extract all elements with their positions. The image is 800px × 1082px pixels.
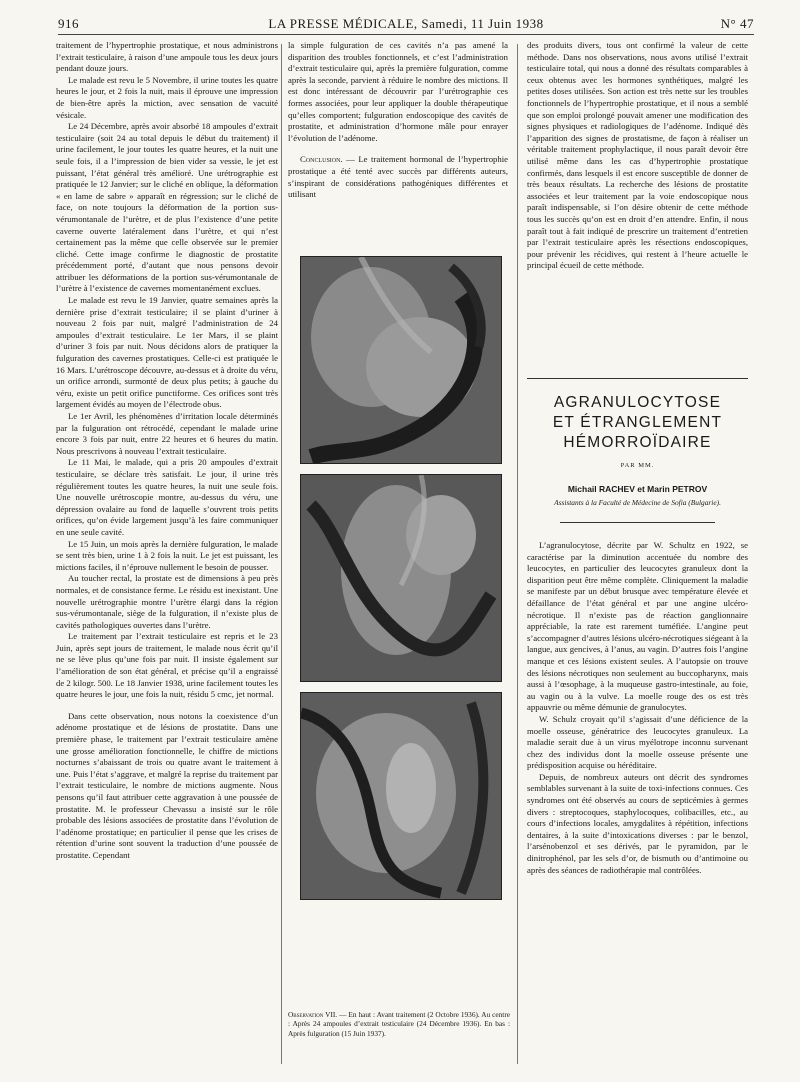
article-title: [527, 393, 748, 453]
conclusion-text: — Le traitement hormonal de l’hypertrophie prostatique a été tenté avec succès par différents auteurs, s’inspirant de considérations pathogéniques différentes et utilisant: [288, 154, 508, 200]
paragraph: Le traitement par l’extrait testiculaire est repris et le 23 Juin, après sept jours de traitement, le malade nous écrit qu’il ne se lève plus qu’une fois par nuit. Il insiste également sur l’amélioration de son état général, et précise qu’il a engraissé de 2 kilogr. 500. Le 18 Janvier 1938, urine facilement toutes les quatre heures le jour, une fois la nuit, résidu 5 cmc, jet normal.: [56, 631, 278, 700]
article-separator: [527, 378, 748, 379]
authors-separator: [560, 522, 715, 523]
caption-text: — En haut : Avant traitement (2 Octobre 1936). Au centre : Après 24 ampoules d’extrait testiculaire (24 Décembre 1936). En bas : Après fulguration (15 Juin 1937).: [288, 1010, 511, 1038]
page-number: 916: [58, 16, 79, 31]
conclusion-label: Conclusion.: [300, 154, 343, 165]
figure-caption: [288, 1010, 510, 1038]
paragraph: traitement de l’hypertrophie prostatique, et nous administrons l’extrait testiculaire, à raison d’une ampoule tous les deux jours pendant douze jours.: [56, 40, 278, 74]
paragraph: Le 24 Décembre, après avoir absorbé 18 ampoules d’extrait testiculaire (soit 24 au total depuis le début du traitement) il urine facilement, le jour toutes les quatre heures, et la nuit une seule fois, il a l’impression de bien vider sa vessie, le jet est puissant, l’état général très amélioré. Une urétrographie est pratiquée le 12 Janvier; sur le cliché en oblique, la déformation « en lame de sabre » apparaît en régression; sur le cliché de face, on note toujours la déformation de la portion sus-vérumontanale de l’urètre, et de plus l’existence d’une petite caverne ouverte latéralement dans l’urètre, et qui n’est certainement pas la même que celle observée sur le premier cliché. Cette image confirme le diagnostic de prostatite précédemment porté, d’autant que nous pensons devoir attribuer les déformations de la portion sus-vérumontanale de l’urètre à l’existence de cavernes momentanément exclues.: [56, 121, 278, 294]
column-3-top: [527, 40, 748, 272]
radiograph-top: [300, 256, 502, 464]
paragraph: Dans cette observation, nous notons la coexistence d’un adénome prostatique et de lésions de prostatite. Dans une première phase, le traitement par l’extrait testiculaire amène une grosse amélioration fonctionnelle, le chiffre de mictions nocturnes s’abaissant de trois ou quatre avant le traitement à une. Puis l’état s’aggrave, et malgré la reprise du traitement par l’extrait testiculaire, le nombre de mictions augmente. Nous pensons qu’il faut attribuer cette aggravation à une poussée de prostatite. M. le professeur Chevassu a insisté sur le rôle probable des lésions associées de prostatite dans l’évolution de l’adénome prostatique; en particulier il pense que les crises de rétention d’urine sont souvent la traduction d’une poussée de prostatite. Cependant: [56, 710, 278, 860]
paragraph: Le malade est revu le 5 Novembre, il urine toutes les quatre heures le jour, et 2 fois la nuit, mais il éprouve une impression de bien-être après la miction, avec sensation de vacuité vésicale.: [56, 74, 278, 120]
paragraph: la simple fulguration de ces cavités n’a pas amené la disparition des troubles fonctionnels, et c’est l’administration d’extrait testiculaire qui, après la première fulguration, comme après la seconde, parvient à réduire le nombre des mictions. Il est donc intéressant de découvrir par l’urétrographie ces formes associées, pour leur appliquer la double thérapeutique qu’elles comportent; fulguration endoscopique des cavités de prostatite, et administration d’hormone mâle pour enrayer l’évolution de l’adénome.: [288, 40, 508, 143]
conclusion-paragraph: [288, 154, 508, 200]
paragraph: Au toucher rectal, la prostate est de dimensions à peu près normales, et de consistance ferme. Le résidu est inexistant. Une nouvelle urétrographie montre l’urètre élargi dans la région sus-vérumontanale, siège de la fulguration, il n’existe plus de cavités pathologiques ouvertes dans l’urètre.: [56, 573, 278, 630]
caption-label: Observation VII.: [288, 1010, 338, 1019]
article-title-line: HÉMORROÏDAIRE: [563, 434, 712, 451]
article-title-line: AGRANULOCYTOSE: [553, 394, 722, 411]
column-2: [288, 40, 508, 201]
paragraph: Le 11 Mai, le malade, qui a pris 20 ampoules d’extrait testiculaire, se déclare très satisfait. Le jour, il urine très régulièrement toutes les quatre heures, la nuit une seule fois. Une nouvelle urétroscopie montre, au-dessus du véru, une dépression ovalaire au fond de laquelle s’ouvrent trois petits orifices, qu’on évide largement jusqu’à les faire communiquer en une seule cavité.: [56, 457, 278, 537]
radiograph-middle-image: [301, 475, 501, 681]
radiograph-bottom-image: [301, 693, 501, 899]
page-header: [58, 14, 754, 36]
paragraph: Le malade est revu le 19 Janvier, quatre semaines après la dernière prise d’extrait testiculaire; il se plaint d’uriner à nouveau 2 fois par nuit, malgré l’administration de 24 ampoules d’extrait testiculaire. Le 1er Mars, il se plaint d’uriner 3 fois par nuit. Nous décidons alors de pratiquer la fulguration des cavernes prostatiques. Celle-ci est pratiquée le 16 Mars. L’urétroscope découvre, au-dessus et à droite du véru, un orifice arrondi, surmonté de deux plus petits; à gauche du véru, existe un petit orifice punctiforme. Ces orifices sont très largement évidés au moyen de l’électrode obus.: [56, 295, 278, 410]
byline: PAR MM.: [620, 462, 655, 469]
column-1: [56, 40, 278, 862]
radiograph-middle: [300, 474, 502, 682]
article-authors: Michail RACHEV et Marin PETROV: [567, 484, 708, 494]
radiograph-figure: [300, 256, 500, 910]
journal-title: LA PRESSE MÉDICALE, Samedi, 11 Juin 1938: [268, 16, 544, 31]
radiograph-bottom: [300, 692, 502, 900]
article-title-line: ET ÉTRANGLEMENT: [552, 414, 723, 431]
paragraph: W. Schulz croyait qu’il s’agissait d’une déficience de la moelle osseuse, génératrice des leucocytes granuleux. La maladie serait due à un virus myélotrope inconnu survenant chez des individus dont la moelle osseuse présente une prédisposition acquise ou héréditaire.: [527, 713, 748, 771]
column-divider: [281, 44, 282, 1064]
header-rule: [58, 34, 754, 35]
column-divider: [517, 44, 518, 1064]
author-affiliation: Assistants à la Faculté de Médecine de Sofia (Bulgarie).: [554, 498, 721, 507]
paragraph: Depuis, de nombreux auteurs ont décrit des syndromes semblables survenant à la suite de toxi-infections connues. Ces syndromes ont été observés au cours de septicémies à germes divers : streptocoques, staphylocoques, colibacilles, etc., au cours d’infections locales, amygdalites à répétition, infections dentaires, à la suite d’intoxications diverses : par le benzol, l’arsénobenzol et ses dérivés, par le pyramidon, par le dinitrophénol, par les sels d’or, de bismuth ou d’antimoine ou après des séances de radiothérapie mal contrôlées.: [527, 771, 748, 875]
issue-number: N° 47: [720, 16, 754, 31]
paragraph: des produits divers, tous ont confirmé la valeur de cette méthode. Dans nos observations, nous avons utilisé l’extrait testiculaire total, qui nous a donné des résultats comparables à ceux obtenus avec les hormones synthétiques, malgré les petites doses utilisées. Son action est très nette sur les troubles fonctionnels de l’hypertrophie prostatique, et il nous a semblé que son emploi prolongé pouvait amener une modification des signes physiques et radiologiques de l’adénome. Indiqué dès l’apparition des signes de prostatisme, de façon à réaliser un véritable traitement prophylactique, il nous paraît devoir être utilisé même dans les cas d’hypertrophie prostatique confirmés, dans lesquels il est encore susceptible de donner de très beaux résultats. La recherche des lésions de prostatite associées et leur traitement par la voie endoscopique nous paraît indispensable, si l’on désire obtenir de cette méthode tous les succès qu’on est en droit d’en attendre. Enfin, il nous paraît tout à fait indiqué de prescrire un traitement d’entretien par l’extrait testiculaire après les résections endoscopiques, pour prévenir les récidives, qui restent à l’heure actuelle le principal écueil de cette méthode.: [527, 40, 748, 271]
paragraph: L’agranulocytose, décrite par W. Schultz en 1922, se caractérise par la diminution accentuée du nombre des leucocytes, en particulier des leucocytes granuleux dont la disparition peut être même complète. Cliniquement la maladie se manifeste par un début brusque avec température élevée et défaillance de l’état général et par une angine ulcéro-nécrotique. Il n’existe pas de réaction ganglionnaire appréciable, la rate est rarement tuméfiée. L’angine peut s’accompagner d’autres lésions ulcéro-nécrotiques siégeant à la langue, aux gencives, à l’anus, au vagin. D’autres fois l’angine manque et ces lésions existent seules. A l’autopsie on trouve des lésions nécrotiques non seulement au buccopharynx, mais aussi à l’œsophage, à la muqueuse gastro-intestinale, au foie, au vagin ou à la vulve. La moelle rouge des os est très appauvrie ou même démunie de granulocytes.: [527, 540, 748, 713]
column-3-bottom: [527, 540, 748, 876]
paragraph: Le 15 Juin, un mois après la dernière fulguration, le malade se sent très bien, urine 1 à 2 fois la nuit. Le jet est puissant, les mictions faciles, il n’éprouve nullement le besoin de pousser.: [56, 538, 278, 572]
radiograph-top-image: [301, 257, 501, 463]
paragraph: Le 1er Avril, les phénomènes d’irritation locale déterminés par la fulguration ont rétrocédé, cependant le malade urine encore 3 fois par nuit, entre 22 heures et 6 heures du matin. Nous prescrivons à nouveau l’extrait testiculaire.: [56, 411, 278, 456]
